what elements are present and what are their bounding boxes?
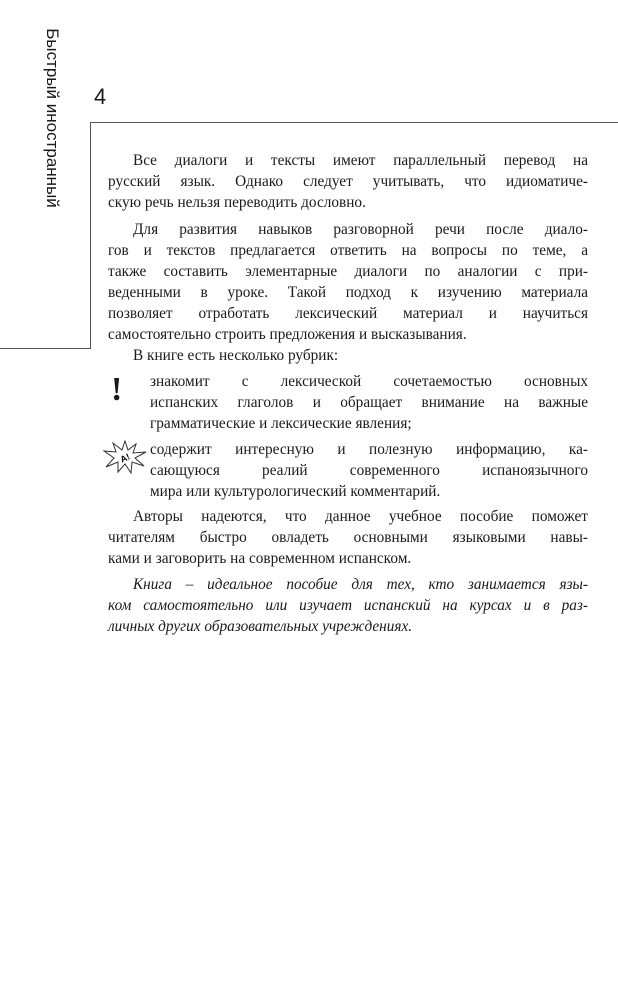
paragraph-4 [108, 506, 588, 569]
text-line: самостоятельно строить предложения и высказывания. [108, 326, 467, 343]
text-line: позволяет отработать лексический материал и научиться [108, 305, 588, 322]
paragraph-1 [108, 150, 588, 213]
text-line: сающуюся реалий современного испаноязычного [150, 462, 588, 479]
header-rule [90, 122, 618, 123]
side-tab-title: Быстрый иностранный [43, 28, 62, 208]
text-line: читателям быстро овладеть основными языковыми навы- [108, 529, 588, 546]
text-line: ком самостоятельно или изучает испанский на курсах и в раз- [108, 597, 588, 614]
text-line: Все диалоги и тексты имеют параллельный перевод на [133, 152, 588, 169]
text-line: веденными в уроке. Такой подход к изучению материала [108, 284, 588, 301]
text-line: гов и текстов предлагается ответить на вопросы по теме, а [108, 242, 588, 259]
starburst-label: А! [118, 451, 132, 465]
paragraph-2 [108, 219, 588, 345]
page-number: 4 [94, 84, 107, 109]
rubric-item-2 [150, 439, 588, 502]
text-line: испанских глаголов и обращает внимание на важные [150, 394, 588, 411]
text-line: грамматические и лексические явления; [150, 415, 412, 432]
text-line: также составить элементарные диалоги по аналогии с при- [108, 263, 588, 280]
text-line: ками и заговорить на современном испанском. [108, 550, 412, 567]
exclamation-icon: ! [111, 371, 123, 408]
text-line: содержит интересную и полезную информацию, ка- [150, 441, 588, 458]
starburst-icon [103, 440, 147, 474]
text-line: скую речь нельзя переводить дословно. [108, 194, 366, 211]
text-line: Книга – идеальное пособие для тех, кто занимается язы- [133, 576, 588, 593]
text-line: В книге есть несколько рубрик: [133, 347, 339, 364]
rubric-item-1 [150, 371, 588, 434]
text-line: Авторы надеются, что данное учебное пособие поможет [133, 508, 588, 525]
paragraph-5-italic [108, 574, 588, 637]
text-line: мира или культурологический комментарий. [150, 483, 441, 500]
text-line: Для развития навыков разговорной речи после диало- [133, 221, 588, 238]
text-line: русский язык. Однако следует учитывать, что идиоматиче- [108, 173, 588, 190]
text-line: личных других образовательных учреждениях. [108, 618, 413, 635]
text-line: знакомит с лексической сочетаемостью основных [150, 373, 588, 390]
paragraph-3 [108, 345, 588, 366]
